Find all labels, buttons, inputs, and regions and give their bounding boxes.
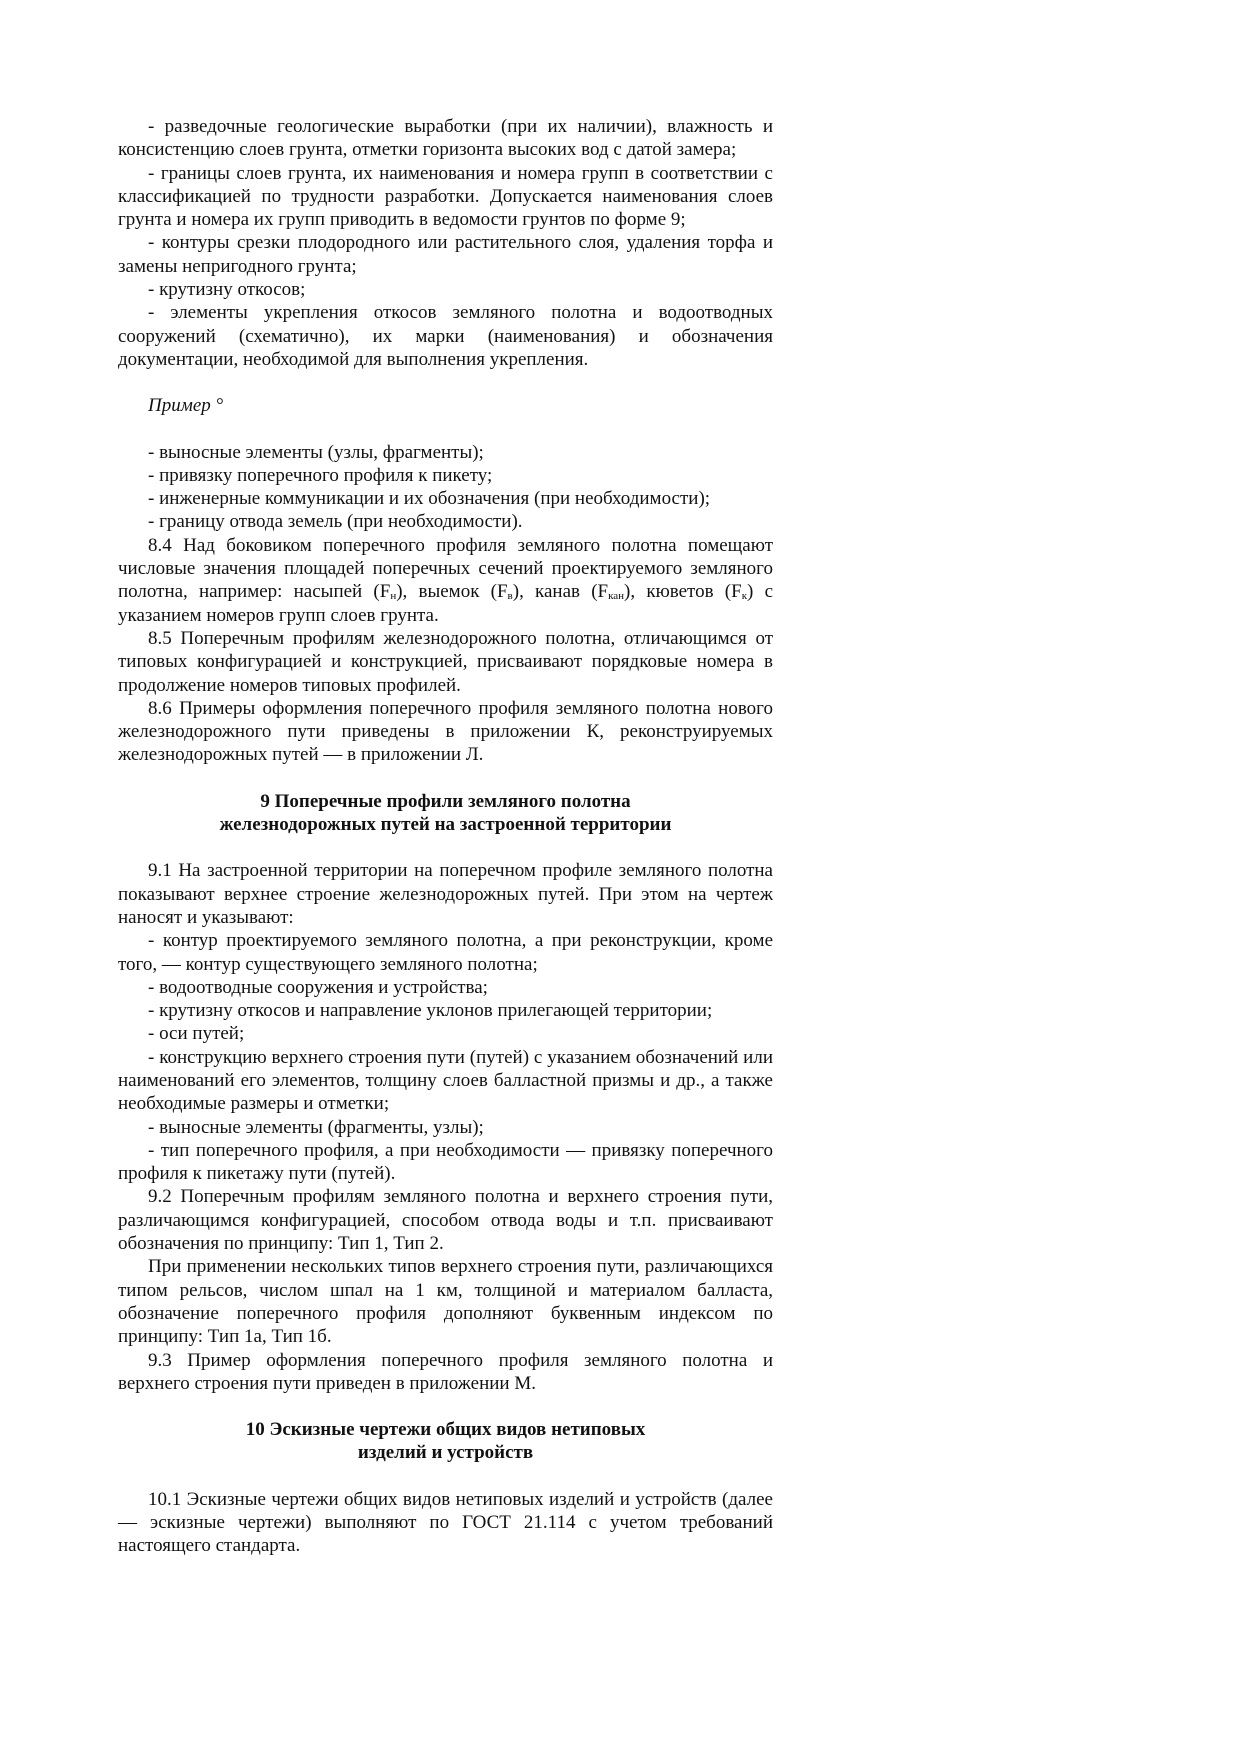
list-item: - тип поперечного профиля, а при необходимости — привязку поперечного профиля к пикетажу пути (путей).: [118, 1139, 773, 1185]
p84-sub-4: к: [741, 590, 748, 603]
list-item: - конструкцию верхнего строения пути (путей) с указанием обозначений или наименований его элементов, толщину слоев балластной призмы и др., а также необходимые размеры и отметки;: [118, 1046, 773, 1115]
section-9-heading-line1: 9 Поперечные профили земляного полотна: [260, 790, 631, 812]
section-10-heading-line2: изделий и устройств: [357, 1442, 534, 1464]
p84-sub-1: н: [390, 590, 397, 603]
section-9-heading-line2: железнодорожных путей на застроенной территории: [219, 814, 672, 836]
section-10-heading-line1: 10 Эскизные чертежи общих видов нетиповых: [245, 1419, 646, 1441]
paragraph-8-4: [118, 534, 773, 627]
paragraph-10-1: 10.1 Эскизные чертежи общих видов нетиповых изделий и устройств (далее — эскизные чертежи) выполняют по ГОСТ 21.114 с учетом требований настоящего стандарта.: [118, 1488, 773, 1557]
section-9-heading: [118, 790, 773, 837]
list-item: - элементы укрепления откосов земляного полотна и водоотводных сооружений (схематично), их марки (наименования) и обозначения документации, необходимой для выполнения укрепления.: [118, 302, 773, 370]
list-item: - разведочные геологические выработки (при их наличии), влажность и консистенцию слоев грунта, отметки горизонта высоких вод с датой замера;: [118, 116, 773, 161]
list-item: - крутизну откосов и направление уклонов прилегающей территории;: [148, 1000, 713, 1022]
paragraph-8-5: 8.5 Поперечным профилям железнодорожного полотна, отличающимся от типовых конфигурацией и конструкцией, присваивают порядковые номера в продолжение номеров типовых профилей.: [118, 627, 773, 696]
list-item: - водоотводные сооружения и устройства;: [148, 976, 488, 998]
p84-text-4: ), кюветов (F: [624, 581, 742, 603]
example-label: Пример °: [148, 395, 224, 417]
list-item: - крутизну откосов;: [148, 279, 306, 301]
section-10-heading: [118, 1418, 773, 1465]
list-item: - оси путей;: [148, 1023, 245, 1045]
p84-sub-3: кан: [608, 590, 625, 603]
list-item: - выносные элементы (фрагменты, узлы);: [148, 1116, 484, 1138]
list-item: - привязку поперечного профиля к пикету;: [148, 464, 493, 486]
p84-text-2: ), выемок (F: [396, 581, 508, 603]
paragraph-9-1: 9.1 На застроенной территории на поперечном профиле земляного полотна показывают верхнее строение железнодорожных путей. При этом на чертеж наносят и указывают:: [118, 860, 773, 928]
document-page: [118, 115, 773, 1558]
list-item: - выносные элементы (узлы, фрагменты);: [148, 441, 484, 463]
paragraph-9-3: 9.3 Пример оформления поперечного профиля земляного полотна и верхнего строения пути приведен в приложении М.: [118, 1349, 773, 1394]
list-item: - границы слоев грунта, их наименования и номера групп в соответствии с классификацией по трудности разработки. Допускается наименования слоев грунта и номера их групп приводить в ведомости грунтов по форме 9;: [118, 162, 773, 231]
p84-text-5: ) с указанием номеров групп слоев грунта.: [118, 581, 774, 626]
p84-text-3: ), канав (F: [512, 581, 609, 603]
list-item: - границу отвода земель (при необходимости).: [148, 511, 523, 533]
list-item: - контуры срезки плодородного или растительного слоя, удаления торфа и замены непригодного грунта;: [118, 232, 773, 277]
paragraph-9-2-b: При применении нескольких типов верхнего строения пути, различающихся типом рельсов, числом шпал на 1 км, толщиной и материалом балласта, обозначение поперечного профиля дополняют буквенным индексом по принципу: Тип 1а, Тип 1б.: [118, 1256, 773, 1348]
paragraph-8-6: 8.6 Примеры оформления поперечного профиля земляного полотна нового железнодорожного пути приведены в приложении К, реконструируемых железнодорожных путей — в приложении Л.: [118, 697, 773, 766]
p84-sub-2: в: [507, 590, 513, 603]
p84-text-1: 8.4 Над боковиком поперечного профиля земляного полотна помещают числовые значения площадей поперечных сечений проектируемого земляного полотна, например: насыпей (F: [118, 534, 773, 603]
list-item: - контур проектируемого земляного полотна, а при реконструкции, кроме того, — контур существующего земляного полотна;: [118, 930, 773, 975]
list-item: - инженерные коммуникации и их обозначения (при необходимости);: [148, 488, 711, 510]
paragraph-9-2: 9.2 Поперечным профилям земляного полотна и верхнего строения пути, различающимся конфигурацией, способом отвода воды и т.п. присваивают обозначения по принципу: Тип 1, Тип 2.: [118, 1186, 773, 1255]
